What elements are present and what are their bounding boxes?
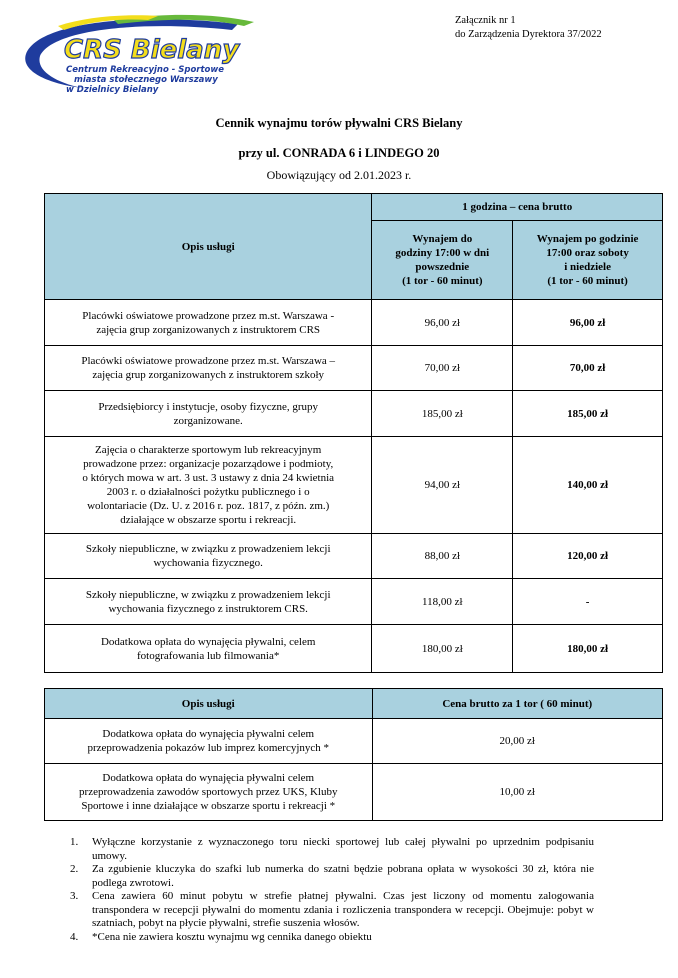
annex-reference: [455, 14, 602, 42]
price-weekday: 70,00 zł: [372, 346, 513, 391]
price-weekend: 140,00 zł: [513, 437, 663, 534]
price-weekend: 70,00 zł: [513, 346, 663, 391]
logo-name: CRS Bielany: [64, 35, 240, 65]
price-weekday: 94,00 zł: [372, 437, 513, 534]
table-row: [45, 579, 663, 625]
price-weekday: 185,00 zł: [372, 391, 513, 437]
logo-subtitle-line3: w Dzielnicy Bielany: [66, 85, 159, 95]
annex-line2: do Zarządzenia Dyrektora 37/2022: [455, 29, 602, 40]
document-title: Cennik wynajmu torów pływalni CRS Bielany: [215, 116, 463, 130]
annex-line1: Załącznik nr 1: [455, 15, 516, 26]
list-item: 4. *Cena nie zawiera kosztu wynajmu wg cennika danego obiektu: [70, 930, 372, 943]
price-weekday: 118,00 zł: [372, 579, 513, 625]
table-row: [45, 346, 663, 391]
list-item: 1. Wyłączne korzystanie z wyznaczonego toru niecki sportowej lub całej pływalni po uprzednim podpisaniu umowy.: [70, 836, 594, 862]
crs-bielany-logo: [18, 8, 268, 100]
price-weekday: 88,00 zł: [372, 534, 513, 579]
service-description: Szkoły niepubliczne, w związku z prowadzeniem lekcji wychowania fizycznego.: [45, 534, 372, 579]
service-description: Przedsiębiorcy i instytucje, osoby fizyczne, grupy zorganizowane.: [45, 391, 372, 437]
service-description: Zajęcia o charakterze sportowym lub rekreacyjnym prowadzone przez: organizacje pozarządowe i podmioty, o których mowa w art. 3 ust. 3 ustawy z dnia 24 kwietnia 2003 r. o działalności pożytku publicznego i o wolontariacie (Dz. U. z 2016 r. poz. 1817, z późn. zm.) działające w obszarze sportu i rekreacji.: [45, 437, 372, 534]
price-weekday: 96,00 zł: [372, 300, 513, 346]
service-description: Szkoły niepubliczne, w związku z prowadzeniem lekcji wychowania fizycznego z instruktorem CRS.: [45, 579, 372, 625]
list-item: 3. Cena zawiera 60 minut pobytu w strefie płatnej pływalni. Czas jest liczony od momentu zalogowania transpondera w recepcji pływalni do momentu zdania i rozliczenia transpondera w recepcji. Obejmuje: pobyt w szatniach, pobyt na płycie pływalni, strefie suszenia włosów.: [70, 890, 594, 929]
service-description: Dodatkowa opłata do wynajęcia pływalni celem przeprowadzenia pokazów lub imprez komercyjnych *: [45, 719, 373, 764]
document-validity: Obowiązujący od 2.01.2023 r.: [266, 168, 412, 182]
price-weekend: 180,00 zł: [513, 625, 663, 673]
list-item: 2. Za zgubienie kluczyka do szafki lub numerka do szatni będzie pobrana opłata w wysokości 30 zł, która nie podlega zwrotowi.: [70, 863, 594, 889]
service-description: Dodatkowa opłata do wynajęcia pływalni, celem fotografowania lub filmowania*: [45, 625, 372, 673]
table-row: [45, 719, 663, 764]
notes-list: [64, 836, 594, 944]
price: 10,00 zł: [372, 764, 663, 821]
price-weekend: 185,00 zł: [513, 391, 663, 437]
price: 20,00 zł: [372, 719, 663, 764]
service-description: Placówki oświatowe prowadzone przez m.st. Warszawa – zajęcia grup zorganizowanych z instruktorem szkoły: [45, 346, 372, 391]
header-weekday-before-17: Wynajem do godziny 17:00 w dni powszednie (1 tor - 60 minut): [372, 221, 513, 300]
table-row: [45, 437, 663, 534]
header-price-per-lane: Cena brutto za 1 tor ( 60 minut): [372, 689, 663, 719]
header-after-17-weekend: Wynajem po godzinie 17:00 oraz soboty i niedziele (1 tor - 60 minut): [513, 221, 663, 300]
table-row: [45, 764, 663, 821]
table-row: [45, 625, 663, 673]
service-description: Dodatkowa opłata do wynajęcia pływalni celem przeprowadzenia zawodów sportowych przez UKS, Kluby Sportowe i inne działające w obszarze sportu i rekreacji *: [45, 764, 373, 821]
table-row: [45, 534, 663, 579]
price-weekend: -: [513, 579, 663, 625]
price-table-lanes: [44, 193, 663, 673]
logo-subtitle-line1: Centrum Rekreacyjno - Sportowe: [66, 65, 224, 75]
price-weekend: 96,00 zł: [513, 300, 663, 346]
header-service-description: Opis usługi: [45, 194, 372, 300]
logo-swoosh-icon: [18, 8, 268, 100]
price-weekday: 180,00 zł: [372, 625, 513, 673]
logo-subtitle-line2: miasta stołecznego Warszawy: [74, 75, 218, 85]
table-row: [45, 300, 663, 346]
document-address: przy ul. CONRADA 6 i LINDEGO 20: [238, 146, 440, 160]
table-row: [45, 391, 663, 437]
price-table-additional: [44, 688, 663, 821]
header-service-description: Opis usługi: [45, 689, 373, 719]
price-weekend: 120,00 zł: [513, 534, 663, 579]
service-description: Placówki oświatowe prowadzone przez m.st. Warszawa - zajęcia grup zorganizowanych z instruktorem CRS: [45, 300, 372, 346]
header-hourly-price-group: 1 godzina – cena brutto: [372, 194, 663, 221]
